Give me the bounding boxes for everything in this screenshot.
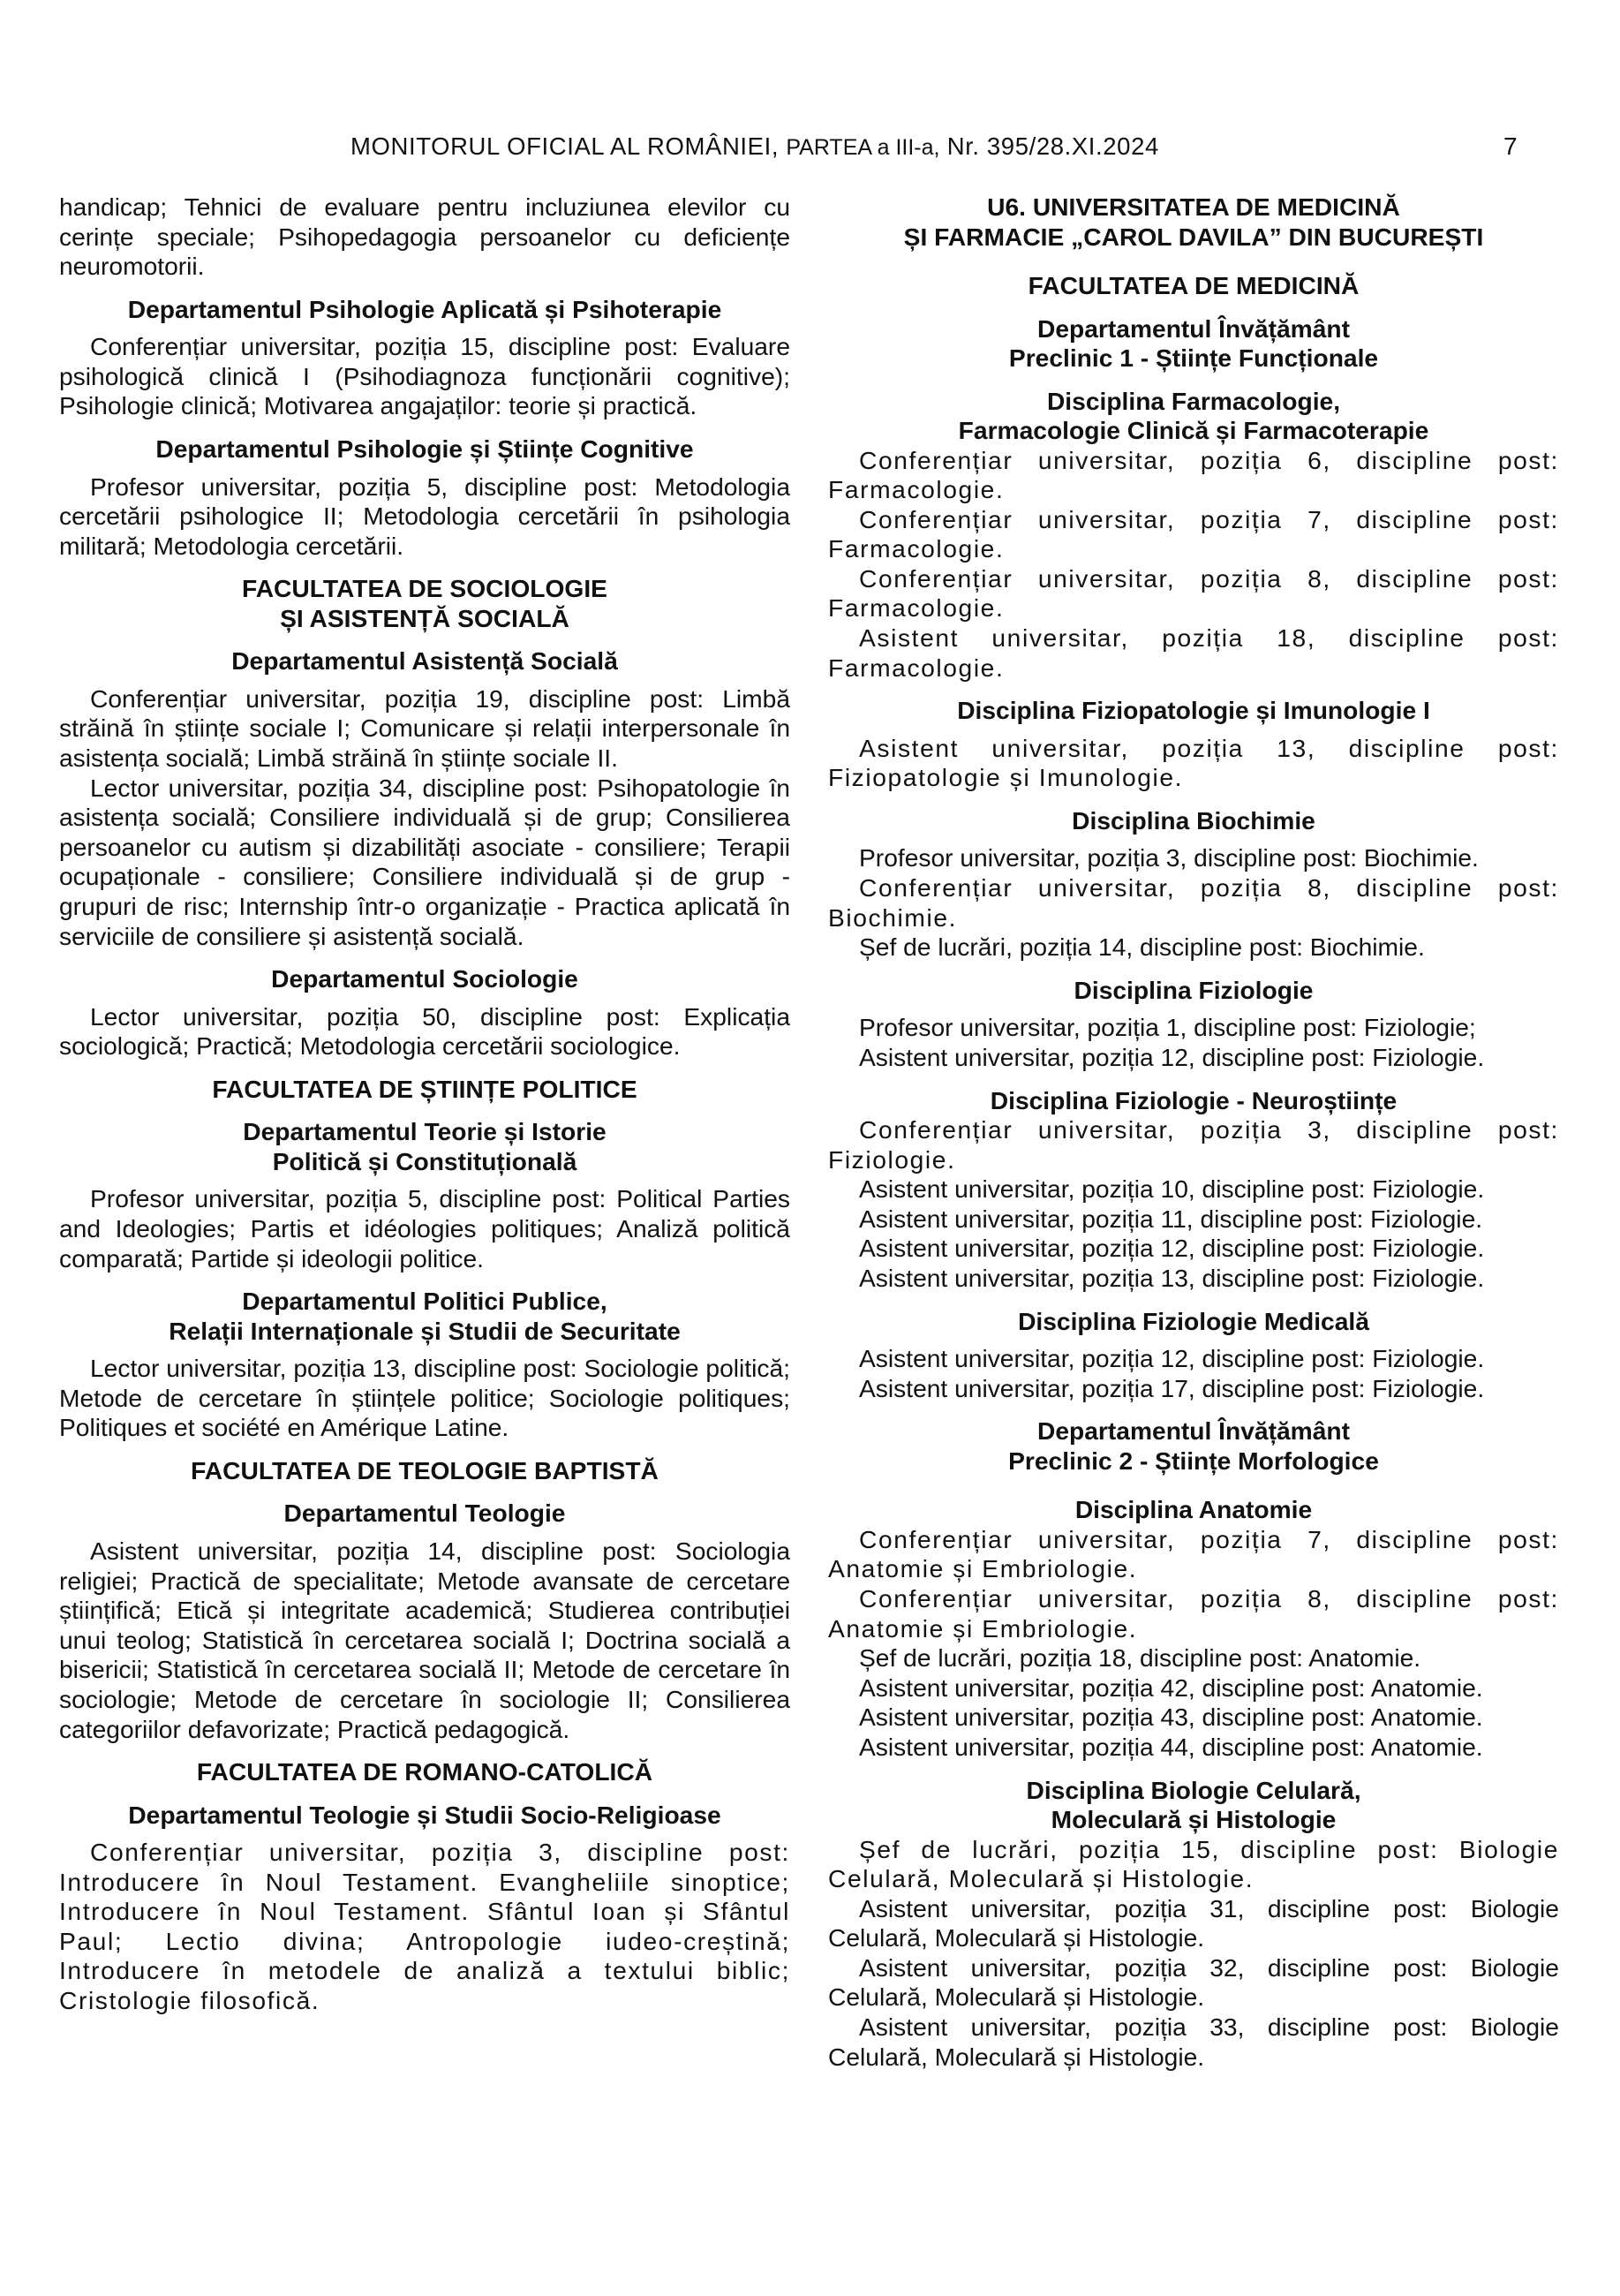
position-entry: Conferențiar universitar, poziția 7, discipline post: Anatomie și Embriologie. (828, 1524, 1559, 1583)
faculty-heading: FACULTATEA DE ROMANO-CATOLICĂ (196, 1757, 653, 1786)
position-entry: Asistent universitar, poziția 17, discipline post: Fiziologie. (859, 1373, 1485, 1402)
position-entry: Asistent universitar, poziția 13, discipline post: Fiziologie. (859, 1263, 1485, 1292)
paragraph: Profesor universitar, poziția 5, discipline post: Political Parties and Ideologies; Partis et idéologies politiques; Analiză politică comparată; Partide și ideologii politice. (59, 1184, 790, 1273)
position-entry: Profesor universitar, poziția 1, discipline post: Fiziologie; (859, 1013, 1476, 1042)
discipline-heading-line: Disciplina Farmacologie, (1046, 386, 1341, 415)
position-entry: Asistent universitar, poziția 12, discipline post: Fiziologie. (859, 1234, 1485, 1263)
department-heading: Departamentul Sociologie (271, 964, 578, 993)
gazette-name: MONITORUL OFICIAL AL ROMÂNIEI, (350, 132, 780, 160)
page-header (0, 132, 1620, 168)
position-entry: Asistent universitar, poziția 33, discipline post: Biologie Celulară, Moleculară și Histologie. (828, 2013, 1559, 2071)
position-list (828, 1835, 1559, 2073)
paragraph: Lector universitar, poziția 13, discipline post: Sociologie politică; Metode de cercetare în științele politice; Sociologie politiques; Politiques et société en Amérique Latine. (59, 1354, 790, 1442)
position-list (828, 1344, 1559, 1403)
faculty-heading: FACULTATEA DE MEDICINĂ (1028, 271, 1360, 299)
right-column (828, 193, 1559, 2072)
faculty-heading-line: FACULTATEA DE SOCIOLOGIE (242, 574, 607, 603)
position-list (828, 1013, 1559, 1072)
position-entry: Asistent universitar, poziția 31, discipline post: Biologie Celulară, Moleculară și Histologie. (828, 1893, 1559, 1952)
position-entry: Asistent universitar, poziția 32, discipline post: Biologie Celulară, Moleculară și Histologie. (828, 1952, 1559, 2012)
paragraph: Asistent universitar, poziția 14, discipline post: Sociologia religiei; Practică de specialitate; Metode avansate de cercetare științifică; Etică și integritate academică; Studierea contribuției unui teolog; Statistică în cercetarea socială I; Doctrina socială a bisericii; Statistică în cercetarea socială II; Metode de cercetare în sociologie; Metode de cercetare în sociologie II; Consilierea categoriilor defavorizate; Practică pedagogică. (59, 1536, 790, 1743)
discipline-heading: Disciplina Anatomie (1074, 1495, 1313, 1524)
university-heading-line: ȘI FARMACIE „CAROL DAVILA” DIN BUCUREȘTI (903, 222, 1484, 251)
department-heading: Departamentul Teologie și Studii Socio-Religioase (128, 1800, 721, 1829)
position-entry: Șef de lucrări, poziția 18, discipline post: Anatomie. (859, 1643, 1421, 1673)
position-list (828, 446, 1559, 684)
department-heading (828, 314, 1559, 374)
discipline-heading (828, 1776, 1559, 1835)
department-heading: Departamentul Psihologie Aplicată și Psihoterapie (127, 294, 722, 323)
department-heading-line: Departamentul Teorie și Istorie (243, 1117, 607, 1146)
university-heading (828, 193, 1559, 252)
department-heading-line: Preclinic 1 - Științe Funcționale (1008, 344, 1379, 372)
paragraph: Conferențiar universitar, poziția 15, discipline post: Evaluare psihologică clinică I (Psihodiagnoza funcționării cognitive); Psihologie clinică; Motivarea angajaților: teorie și practică. (59, 332, 790, 420)
faculty-heading: FACULTATEA DE TEOLOGIE BAPTISTĂ (191, 1455, 659, 1484)
faculty-heading: FACULTATEA DE ȘTIINȚE POLITICE (212, 1074, 637, 1103)
position-entry: Șef de lucrări, poziția 14, discipline post: Biochimie. (859, 933, 1425, 962)
paragraph: Profesor universitar, poziția 5, discipline post: Metodologia cercetării psihologice II; Metodologia cercetării în psihologia militară; Metodologia cercetării. (59, 472, 790, 560)
position-list (828, 1115, 1559, 1294)
position-entry: Șef de lucrări, poziția 15, discipline post: Biologie Celulară, Moleculară și Histologie. (828, 1834, 1559, 1893)
discipline-heading-line: Farmacologie Clinică și Farmacoterapie (958, 416, 1429, 444)
department-heading: Departamentul Psihologie și Științe Cognitive (155, 434, 694, 464)
department-heading-line: Departamentul Învățământ (1037, 313, 1350, 343)
discipline-heading (828, 387, 1559, 446)
position-entry: Conferențiar universitar, poziția 8, discipline post: Anatomie și Embriologie. (828, 1583, 1559, 1643)
position-entry: Asistent universitar, poziția 42, discipline post: Anatomie. (859, 1673, 1483, 1702)
gazette-part: PARTEA a III-a, (786, 135, 940, 160)
position-entry: Asistent universitar, poziția 12, discipline post: Fiziologie. (859, 1344, 1485, 1373)
department-heading-line: Relații Internaționale și Studii de Securitate (169, 1316, 681, 1345)
department-heading (828, 1416, 1559, 1476)
department-heading (59, 1117, 790, 1176)
position-entry: Asistent universitar, poziția 11, discipline post: Fiziologie. (859, 1204, 1483, 1233)
paragraph: Lector universitar, poziția 34, discipline post: Psihopatologie în asistența socială; Consiliere individuală și de grup; Consilierea persoanelor cu autism și dizabilități asociate - consiliere; Terapii ocupaționale - consiliere; Consiliere individuală și de grup - grupuri de risc; Internship într-o organizație - Practica aplicată în serviciile de consiliere și asistență socială. (59, 773, 790, 950)
paragraph: Conferențiar universitar, poziția 3, discipline post: Introducere în Noul Testament. Evangheliile sinoptice; Introducere în Noul Testament. Sfântul Ioan și Sfântul Paul; Lectio divina; Antropologie iudeo-creștină; Introducere în metodele de analiză a textului biblic; Cristologie filosofică. (59, 1838, 790, 2015)
department-heading: Departamentul Asistență Socială (231, 646, 618, 676)
discipline-heading-line: Moleculară și Histologie (1051, 1805, 1337, 1833)
position-entry: Conferențiar universitar, poziția 7, discipline post: Farmacologie. (828, 504, 1559, 563)
discipline-heading-line: Disciplina Biologie Celulară, (1026, 1775, 1361, 1804)
position-entry: Asistent universitar, poziția 44, discipline post: Anatomie. (859, 1732, 1483, 1761)
paragraph: handicap; Tehnici de evaluare pentru incluziunea elevilor cu cerințe speciale; Psihopedagogia persoanelor cu deficiențe neuromotorii. (59, 193, 790, 281)
discipline-heading: Disciplina Fiziologie Medicală (1018, 1306, 1369, 1335)
position-entry: Asistent universitar, poziția 13, discipline post: Fiziopatologie și Imunologie. (828, 733, 1559, 792)
position-entry: Conferențiar universitar, poziția 8, discipline post: Biochimie. (828, 873, 1559, 932)
position-entry: Conferențiar universitar, poziția 6, discipline post: Farmacologie. (828, 445, 1559, 504)
department-heading: Departamentul Teologie (283, 1499, 566, 1528)
page-number: 7 (1503, 132, 1518, 160)
discipline-heading: Disciplina Fiziologie (1074, 975, 1314, 1004)
position-entry: Asistent universitar, poziția 18, discipline post: Farmacologie. (828, 623, 1559, 682)
department-heading-line: Politică și Constituțională (272, 1146, 577, 1175)
faculty-heading-line: ȘI ASISTENȚĂ SOCIALĂ (280, 603, 569, 632)
position-list (828, 1525, 1559, 1763)
position-entry: Asistent universitar, poziția 10, discipline post: Fiziologie. (859, 1174, 1485, 1204)
discipline-heading: Disciplina Biochimie (1072, 805, 1315, 835)
faculty-heading (59, 574, 790, 633)
department-heading (59, 1287, 790, 1346)
left-column (59, 193, 790, 2016)
paragraph: Conferențiar universitar, poziția 19, discipline post: Limbă străină în științe sociale I; Comunicare și relații interpersonale în asistența socială; Limbă străină în științe sociale II. (59, 684, 790, 773)
paragraph: Lector universitar, poziția 50, discipline post: Explicația sociologică; Practică; Metodologia cercetării sociologice. (59, 1001, 790, 1061)
position-list (828, 843, 1559, 962)
gazette-number: Nr. 395/28.XI.2024 (946, 132, 1159, 160)
position-entry: Conferențiar universitar, poziția 3, discipline post: Fiziologie. (828, 1115, 1559, 1174)
university-heading-line: U6. UNIVERSITATEA DE MEDICINĂ (987, 193, 1400, 221)
department-heading-line: Departamentul Politici Publice, (242, 1287, 607, 1316)
discipline-heading: Disciplina Fiziopatologie și Imunologie I (957, 696, 1430, 725)
header-title (350, 132, 1159, 161)
position-entry: Conferențiar universitar, poziția 8, discipline post: Farmacologie. (828, 563, 1559, 623)
position-entry: Asistent universitar, poziția 12, discipline post: Fiziologie. (859, 1042, 1485, 1071)
position-entry: Asistent universitar, poziția 43, discipline post: Anatomie. (859, 1703, 1483, 1732)
department-heading-line: Departamentul Învățământ (1037, 1416, 1350, 1446)
position-list (828, 734, 1559, 793)
discipline-heading: Disciplina Fiziologie - Neuroștiințe (990, 1085, 1398, 1114)
position-entry: Profesor universitar, poziția 3, discipline post: Biochimie. (859, 843, 1479, 872)
department-heading-line: Preclinic 2 - Științe Morfologice (1008, 1446, 1379, 1475)
